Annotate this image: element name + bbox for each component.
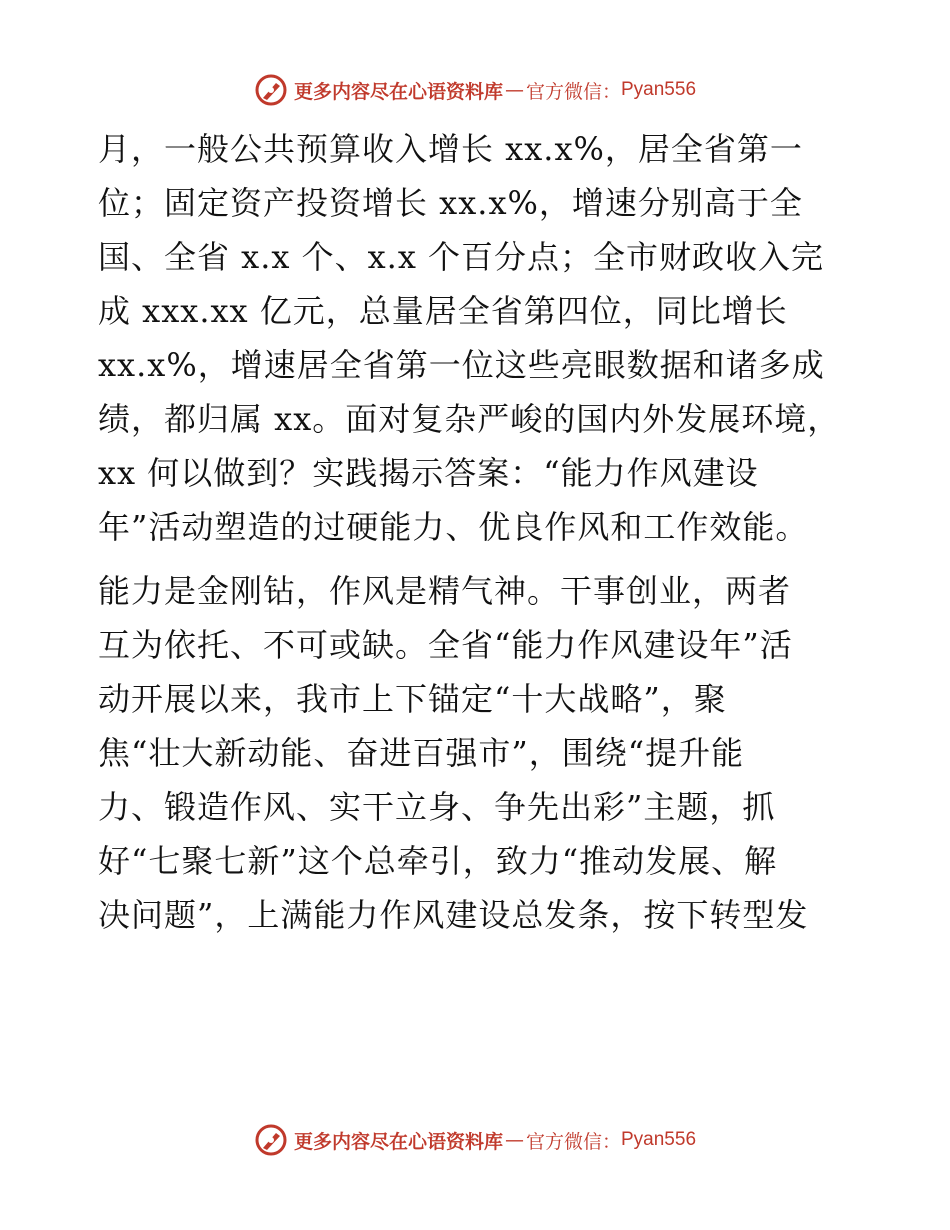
text-line: 好“七聚七新”这个总牵引，致力“推动发展、解	[98, 842, 778, 880]
header-wechat-id: Pyan556	[621, 79, 697, 100]
footer-banner-dash: —	[504, 1129, 524, 1151]
pen-logo-icon	[254, 73, 288, 107]
footer-banner	[0, 1120, 950, 1160]
text-line: 绩，都归属 xx。面对复杂严峻的国内外发展环境，	[98, 400, 841, 438]
footer-banner-text: 更多内容尽在心语资料库	[293, 1130, 503, 1153]
text-line: 年”活动塑造的过硬能力、优良作风和工作效能。	[98, 508, 809, 546]
paragraph-1	[98, 122, 858, 554]
text-line: 能力是金刚钻，作风是精气神。干事创业，两者	[98, 572, 792, 610]
document-body	[98, 122, 858, 942]
text-line: 互为依托、不可或缺。全省“能力作风建设年”活	[98, 626, 793, 664]
text-line: 位；固定资产投资增长 xx.x%，增速分别高于全	[98, 184, 803, 222]
text-line: 决问题”，上满能力作风建设总发条，按下转型发	[98, 896, 809, 934]
text-line: 国、全省 x.x 个、x.x 个百分点；全市财政收入完	[98, 238, 825, 276]
text-line: xx 何以做到？实践揭示答案：“能力作风建设	[98, 454, 759, 492]
footer-wechat-id: Pyan556	[621, 1129, 697, 1150]
text-line: 动开展以来，我市上下锚定“十大战略”，聚	[98, 680, 727, 718]
paragraph-2	[98, 564, 858, 942]
text-line: 力、锻造作风、实干立身、争先出彩”主题，抓	[98, 788, 776, 826]
paragraph-gap	[98, 554, 858, 564]
header-banner-dash: —	[504, 79, 524, 101]
header-banner-text: 更多内容尽在心语资料库	[293, 80, 503, 103]
header-banner	[0, 70, 950, 110]
header-banner-official: 官方微信：	[525, 80, 621, 103]
text-line: 成 xxx.xx 亿元，总量居全省第四位，同比增长	[98, 292, 788, 330]
pen-logo-icon	[254, 1123, 288, 1157]
text-line: xx.x%，增速居全省第一位这些亮眼数据和诸多成	[98, 346, 825, 384]
footer-banner-official: 官方微信：	[525, 1130, 621, 1153]
text-line: 焦“壮大新动能、奋进百强市”，围绕“提升能	[98, 734, 745, 772]
text-line: 月，一般公共预算收入增长 xx.x%，居全省第一	[98, 130, 803, 168]
